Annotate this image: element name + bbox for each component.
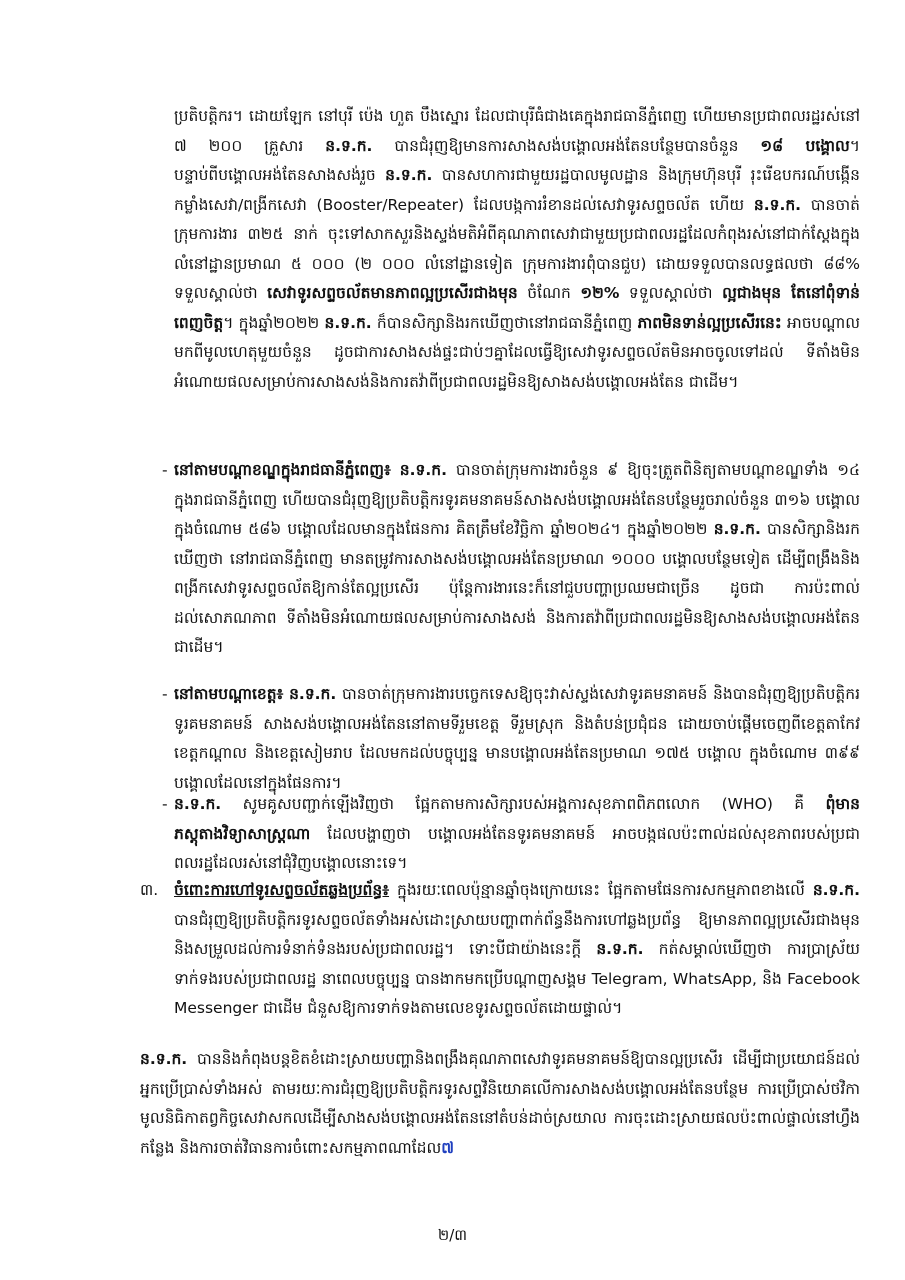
intro-text-10: អាចបណ្តាលមកពីមូលហេតុមួយចំនួន ដូចជាការសាងសង់ផ្ទះជាប់ៗគ្នាដែលធ្វើឱ្យសេវាទូរសព្ទចល័តមិនអាចចូលទៅដល់ ទីតាំងមិនអំណោយផលសម្រាប់ការសាងសង់និងការតវ៉ាពីប្រជាពលរដ្ឋមិនឱ្យសាងសង់បង្គោលអង់តែន ជាដើម។ (174, 313, 860, 391)
org-abbr: ន.ទ.ក. (812, 881, 860, 899)
bullet-text: សូមគូសបញ្ជាក់ឡើងវិញថា ផ្អែកតាមការសិក្សារបស់អង្គការសុខភាពពិភពលោក (WHO) គឺ (221, 795, 826, 813)
section-text-1: ក្នុងរយៈពេលប៉ុន្មានឆ្នាំចុងក្រោយនេះ ផ្អែកតាមផែនការសកម្មភាពខាងលើ (389, 881, 813, 899)
org-abbr: ន.ទ.ក. (753, 195, 802, 214)
intro-text-5: បានចាត់ក្រុមការងារ ៣២៥ នាក់ ចុះទៅសាកសួរនិងស្ទង់មតិអំពីគុណភាពសេវាជាមួយប្រជាពលរដ្ឋដែលកំពុងរស់នៅជាក់ស្តែងក្នុងលំនៅដ្ឋានប្រមាណ ៥ ០០០ (២ ០០០ លំនៅដ្ឋានទៀត ក្រុមការងារពុំបានជួប) ដោយទទួលបានលទ្ធផលថា ៨៨% ទទួលស្គាល់ថា (174, 195, 860, 302)
section-number: ៣. (140, 881, 159, 899)
bullet-lead: នៅតាមបណ្តាខេត្ត៖ (174, 685, 284, 703)
org-abbr: ន.ទ.ក. (324, 313, 372, 332)
bullet-phnom-penh (162, 456, 860, 663)
no-evidence-bold: ពុំមានភស្តុតាងវិទ្យាសាស្ត្រណា (174, 795, 860, 843)
bullet-provinces (162, 680, 860, 798)
closing-text: បាននិងកំពុងបន្តខិតខំដោះស្រាយបញ្ហានិងពង្រឹងគុណភាពសេវាទូរគមនាគមន៍ឱ្យបានល្អប្រសើរ ដើម្បីជាប្រយោជន៍ដល់អ្នកប្រើប្រាស់ទាំងអស់ តាមរយៈការជំរុញឱ្យប្រតិបត្តិករទូរសព្ទវិនិយោគលើការសាងសង់បង្គោលអង់តែនបន្ថែម ការប្រើប្រាស់ថវិកាមូលនិធិកាតព្វកិច្ចសេវាសកលដើម្បីសាងសង់បង្គោលអង់តែននៅតំបន់ដាច់ស្រយាល ការចុះដោះស្រាយផលប៉ះពាល់ផ្ទាល់នៅហ្វឹងកន្លែង និងការចាត់វិធានការចំពោះសកម្មភាពណាដែល (140, 1050, 860, 1157)
org-abbr: ន.ទ.ក. (140, 1050, 188, 1068)
bullet-dash: - (162, 795, 168, 813)
section-text-2: បានជំរុញឱ្យប្រតិបត្តិករទូរសព្ទចល័តទាំងអស់ដោះស្រាយបញ្ហាពាក់ព័ន្ធនឹងការហៅឆ្លងប្រព័ន្ធ ឱ្យមានភាពល្អប្រសើរជាងមុន និងសម្រួលដល់ការទំនាក់ទំនងរបស់ប្រជាពលរដ្ឋ។ ទោះបីជាយ៉ាងនេះក្តី (174, 910, 860, 958)
org-abbr: ន.ទ.ក. (289, 685, 337, 703)
bullet-who-note (162, 790, 860, 879)
section-3-body (174, 876, 860, 1024)
org-abbr: ន.ទ.ក. (399, 461, 447, 479)
intro-text-6: ចំណែក (517, 284, 581, 302)
intro-text-1: ប្រតិបត្តិករ។ ដោយឡែក នៅបុរី ប៉េង ហួត បឹងស្នោរ ដែលជាបុរីធំជាងគេក្នុងរាជធានីភ្នំពេញ ហើយមានប្រជាពលរដ្ឋរស់នៅ ៧ ២០០ គ្រួសារ (174, 107, 860, 155)
section-text-3: កត់សម្គាល់ឃើញថា ការប្រាស្រ័យទាក់ទងរបស់ប្រជាពលរដ្ឋ នាពេលបច្ចុប្បន្ន បានងាកមកប្រើបណ្តាញសង្គម Telegram, WhatsApp, និង Facebook Messenger ជាដើម ជំនួសឱ្យការទាក់ទងតាមលេខទូរសព្ទចល័តដោយផ្ទាល់។ (174, 940, 861, 1017)
intro-text-3: ។ បន្ទាប់ពីបង្គោលអង់តែនសាងសង់រួច (174, 136, 860, 184)
quality-issue-bold: ភាពមិនទាន់ល្អប្រសើរនេះ (637, 313, 782, 332)
intro-text-4: បានសហការជាមួយរដ្ឋបាលមូលដ្ឋាន និងក្រុមហ៊ុនបុរី រុះរើឧបករណ៍បង្កើនកម្លាំងសេវា/ពង្រីកសេវា (Booster/Repeater) ដែលបង្កការរំខានដល់សេវាទូរសព្ទចល័ត ហើយ (174, 166, 861, 214)
bullet-dash: - (162, 685, 168, 703)
antenna-count: ១៨ បង្គោល (760, 136, 850, 155)
org-abbr: ន.ទ.ក. (713, 520, 761, 538)
bullet-text: បានចាត់ក្រុមការងារបច្ចេកទេសឱ្យចុះវាស់ស្ទង់សេវាទូរគមនាគមន៍ និងបានជំរុញឱ្យប្រតិបត្តិករទូរគមនាគមន៍ សាងសង់បង្គោលអង់តែននៅតាមទីរួមខេត្ត ទីរួមស្រុក និងតំបន់ប្រជុំជន ដោយចាប់ផ្តើមចេញពីខេត្តតាកែវ ខេត្តកណ្តាល និងខេត្តសៀមរាប ដែលមកដល់បច្ចុប្បន្ន មានបង្គោលអង់តែនប្រមាណ ១៧៥ បង្គោល ក្នុងចំណោម ៣៩៩ បង្គោលដែលនៅក្នុងផែនការ។ (174, 685, 860, 792)
intro-text-7: ទទួលស្គាល់ថា (619, 284, 723, 302)
bullet-text: បានចាត់ក្រុមការងារចំនួន ៩ ឱ្យចុះត្រួតពិនិត្យតាមបណ្តាខណ្ឌទាំង ១៤ ក្នុងរាជធានីភ្នំពេញ ហើយបានជំរុញឱ្យប្រតិបត្តិករទូរគមនាគមន៍សាងសង់បង្គោលអង់តែនបន្ថែមរួចរាល់ចំនួន ៣១៦ បង្គោល ក្នុងចំណោម ៥៨៦ បង្គោលដែលមានក្នុងផែនការ គិតត្រឹមខែវិច្ឆិកា ឆ្នាំ២០២៤។ ក្នុងឆ្នាំ២០២២ (174, 461, 860, 538)
intro-text-2: បានជំរុញឱ្យមានការសាងសង់បង្គោលអង់តែនបន្ថែមបានចំនួន (372, 136, 761, 155)
intro-paragraph (174, 102, 860, 397)
org-abbr: ន.ទ.ក. (325, 136, 373, 155)
section-heading: ចំពោះការហៅទូរសព្ទចល័តឆ្លងប្រព័ន្ធ៖ (174, 881, 390, 899)
section-3 (140, 876, 860, 1024)
org-abbr: ន.ទ.ក. (385, 166, 433, 184)
closing-paragraph (140, 1045, 860, 1163)
bullet-text-2: បានសិក្សានិងរកឃើញថា នៅរាជធានីភ្នំពេញ មានតម្រូវការសាងសង់បង្គោលអង់តែនប្រមាណ ១០០០ បង្គោលបន្ថែមទៀត ដើម្បីពង្រឹងនិងពង្រីកសេវាទូរសព្ទចល័តឱ្យកាន់តែល្អប្រសើរ ប៉ុន្តែការងារនេះក៏នៅជួបបញ្ហាប្រឈមជាច្រើន ដូចជា ការប៉ះពាល់ដល់សោភណភាព ទីតាំងមិនអំណោយផលសម្រាប់ការសាងសង់ និងការតវ៉ាពីប្រជាពលរដ្ឋមិនឱ្យសាងសង់បង្គោលអង់តែន ជាដើម។ (174, 520, 860, 656)
handwritten-mark: ៧ (441, 1138, 454, 1157)
bullet-text-2: ដែលបង្ហាញថា បង្គោលអង់តែនទូរគមនាគមន៍ អាចបង្កផលប៉ះពាល់ដល់សុខភាពរបស់ប្រជាពលរដ្ឋដែលរស់នៅជុំវិញបង្គោលនោះទេ។ (174, 824, 860, 872)
bullet-lead: នៅតាមបណ្តាខណ្ឌក្នុងរាជធានីភ្នំពេញ៖ (174, 461, 391, 479)
intro-text-8: ។ ក្នុងឆ្នាំ២០២២ (223, 313, 325, 332)
survey-result-bold-2: ល្អជាងមុន តែនៅពុំទាន់ពេញចិត្ត (174, 284, 861, 332)
intro-text-9: ក៏បានសិក្សានិងរកឃើញថានៅរាជធានីភ្នំពេញ (371, 313, 638, 332)
org-abbr: ន.ទ.ក. (596, 940, 644, 958)
bullet-dash: - (162, 461, 168, 479)
org-abbr: ន.ទ.ក. (174, 795, 222, 813)
survey-percent-bold: ១២% (580, 284, 620, 302)
survey-result-bold: សេវាទូរសព្ទចល័តមានភាពល្អប្រសើរជាងមុន (267, 284, 518, 302)
page-number: ២/៣ (437, 1226, 468, 1244)
